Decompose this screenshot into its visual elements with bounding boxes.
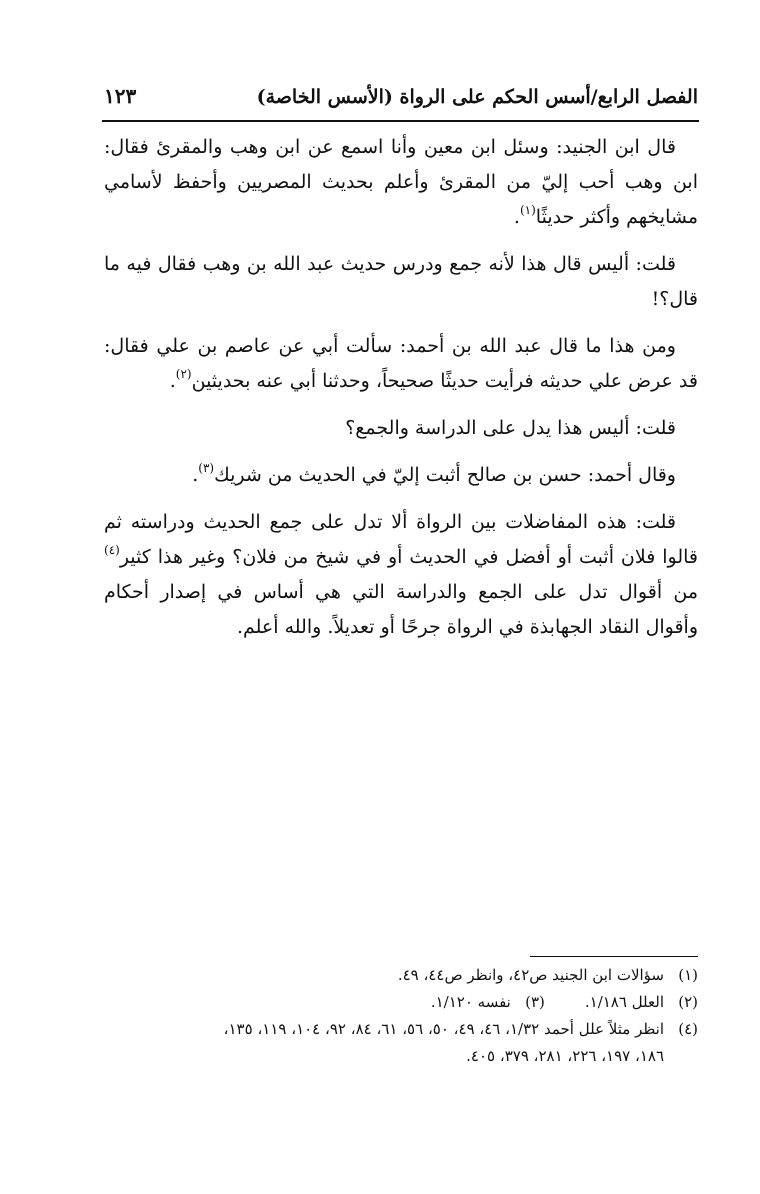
page-number: ١٢٣ <box>104 84 137 108</box>
paragraph-1 <box>104 130 698 235</box>
footnote-4 <box>100 1016 698 1043</box>
paragraph-5 <box>104 458 698 493</box>
footnote-number: (٢) <box>678 993 698 1011</box>
footnote-number: (١) <box>678 966 698 984</box>
chapter-title: الفصل الرابع/أسس الحكم على الرواة (الأسس الخاصة) <box>256 86 698 108</box>
paragraph-text: قلت: هذه المفاضلات بين الرواة ألا تدل على جمع الحديث ودراسته ثم قالوا فلان أثبت أو أفضل في الحديث أو في شيخ من فلان؟ وغير هذا كثير <box>104 511 698 568</box>
footnote-ref-2: (٢) <box>175 367 192 381</box>
footnote-1 <box>100 962 698 989</box>
paragraph-2 <box>104 247 698 317</box>
paragraph-3 <box>104 329 698 399</box>
footnote-number: (٤) <box>678 1020 698 1038</box>
running-header <box>104 82 698 116</box>
paragraph-text: ومن هذا ما قال عبد الله بن أحمد: سألت أبي عن عاصم بن علي فقال: قد عرض علي حديثه فرأيت حديثًا صحيحاً، وحدثنا أبي عنه بحديثين <box>104 335 698 392</box>
footnotes <box>100 962 698 1070</box>
paragraph-text: وقال أحمد: حسن بن صالح أثبت إليّ في الحديث من شريك <box>214 464 676 486</box>
footnote-text: العلل ١/١٨٦. <box>584 993 664 1011</box>
footnote-4-continued: ١٨٦، ١٩٧، ٢٢٦، ٢٨١، ٣٧٩، ٤٠٥. <box>466 1047 664 1065</box>
main-text <box>104 130 698 657</box>
paragraph-end: . <box>513 206 520 228</box>
footnote-ref-3: (٣) <box>198 461 215 475</box>
footnote-text: نفسه ١/١٢٠. <box>430 993 511 1011</box>
header-divider <box>102 120 699 122</box>
footnote-2-3 <box>100 989 698 1016</box>
paragraph-end: . <box>192 464 199 486</box>
paragraph-text: قلت: أليس قال هذا لأنه جمع ودرس حديث عبد الله بن وهب فقال فيه ما قال؟! <box>104 253 698 310</box>
footnote-ref-1: (١) <box>519 203 536 217</box>
footnote-ref-4: (٤) <box>104 543 120 557</box>
footnote-spacer <box>545 989 585 1016</box>
footnote-text: انظر مثلاً علل أحمد ١/٣٢، ٤٦، ٤٩، ٥٠، ٥٦، ٦١، ٨٤، ٩٢، ١٠٤، ١١٩، ١٣٥، <box>223 1020 664 1038</box>
footnote-text: سؤالات ابن الجنيد ص٤٢، وانظر ص٤٤، ٤٩. <box>397 966 664 984</box>
paragraph-4 <box>104 411 698 446</box>
paragraph-text: قال ابن الجنيد: وسئل ابن معين وأنا اسمع عن ابن وهب والمقرئ فقال: ابن وهب أحب إليّ من المقرئ وأعلم بحديث المصريين وأحفظ لأسامي مشايخهم وأكثر حديثًا <box>104 136 698 228</box>
paragraph-text-continued: من أقوال تدل على الجمع والدراسة التي هي أساس في إصدار أحكام وأقوال النقاد الجهابذة في الرواة جرحًا أو تعديلاً. والله أعلم. <box>104 581 698 638</box>
paragraph-end: . <box>169 370 176 392</box>
paragraph-text: قلت: أليس هذا يدل على الدراسة والجمع؟ <box>345 417 676 439</box>
footnote-number: (٣) <box>525 993 545 1011</box>
footnote-divider <box>530 956 698 957</box>
paragraph-6 <box>104 505 698 645</box>
